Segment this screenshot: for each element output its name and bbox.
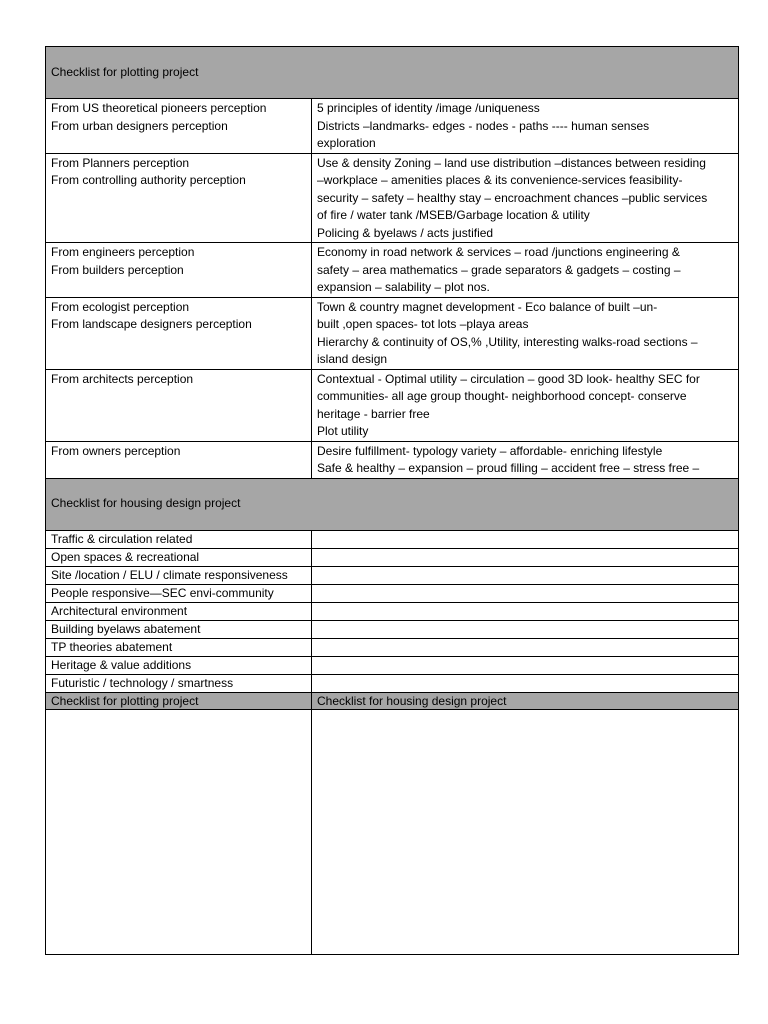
housing-checklist-item: Site /location / ELU / climate responsiveness — [46, 566, 312, 584]
plotting-section-title: Checklist for plotting project — [46, 47, 739, 99]
housing-checklist-item: Architectural environment — [46, 602, 312, 620]
perception-description-line: –workplace – amenities places & its convenience-services feasibility- — [317, 173, 683, 187]
perception-description-line: Safe & healthy – expansion – proud filling – accident free – stress free – — [317, 461, 700, 475]
perception-row — [46, 369, 739, 441]
perception-label-line: From US theoretical pioneers perception — [51, 101, 267, 115]
perception-description — [312, 99, 739, 154]
housing-checklist-item: Traffic & circulation related — [46, 530, 312, 548]
perception-label — [46, 441, 312, 478]
perception-label — [46, 99, 312, 154]
checklist-table — [45, 46, 739, 955]
housing-checklist-row — [46, 530, 739, 548]
perception-description — [312, 441, 739, 478]
summary-header-row — [46, 692, 739, 709]
housing-checklist-item: Open spaces & recreational — [46, 548, 312, 566]
perception-description — [312, 153, 739, 243]
housing-section-title: Checklist for housing design project — [46, 478, 739, 530]
perception-description-line: of fire / water tank /MSEB/Garbage location & utility — [317, 208, 590, 222]
housing-checklist-item: TP theories abatement — [46, 638, 312, 656]
housing-checklist-value — [312, 584, 739, 602]
perception-label-line: From urban designers perception — [51, 118, 228, 133]
summary-header-plotting: Checklist for plotting project — [46, 692, 312, 709]
perception-description-line: exploration — [317, 136, 376, 150]
perception-description-line: expansion – salability – plot nos. — [317, 280, 490, 294]
perception-row — [46, 99, 739, 154]
perception-description-line: security – safety – healthy stay – encroachment chances –public services — [317, 190, 708, 205]
perception-label — [46, 153, 312, 243]
perception-label-line: From ecologist perception — [51, 299, 190, 314]
summary-plotting-cell — [46, 709, 312, 954]
housing-checklist-item: People responsive—SEC envi-community — [46, 584, 312, 602]
housing-checklist-value — [312, 602, 739, 620]
housing-checklist-row — [46, 674, 739, 692]
perception-description-line: Use & density Zoning – land use distribution –distances between residing — [317, 155, 706, 170]
perception-description-line: Economy in road network & services – road /junctions engineering & — [317, 245, 680, 259]
perception-description — [312, 243, 739, 298]
housing-checklist-row — [46, 620, 739, 638]
perception-description — [312, 369, 739, 441]
housing-checklist-value — [312, 620, 739, 638]
perception-label — [46, 369, 312, 441]
housing-checklist-value — [312, 674, 739, 692]
housing-checklist-value — [312, 656, 739, 674]
perception-label-line: From controlling authority perception — [51, 173, 246, 187]
perception-description-line: Desire fulfillment- typology variety – affordable- enriching lifestyle — [317, 443, 663, 458]
summary-blank-row — [46, 709, 739, 954]
perception-label-line: From landscape designers perception — [51, 317, 252, 331]
housing-checklist-row — [46, 656, 739, 674]
perception-description — [312, 297, 739, 369]
perception-label-line: From builders perception — [51, 262, 184, 277]
perception-label-line: From owners perception — [51, 443, 181, 458]
housing-section-header — [46, 478, 739, 530]
perception-description-line: 5 principles of identity /image /uniqueness — [317, 101, 540, 115]
perception-description-line: island design — [317, 352, 388, 366]
perception-description-line: Plot utility — [317, 424, 369, 438]
housing-checklist-value — [312, 638, 739, 656]
housing-checklist-row — [46, 566, 739, 584]
housing-checklist-row — [46, 602, 739, 620]
perception-row — [46, 243, 739, 298]
perception-description-line: communities- all age group thought- neighborhood concept- conserve — [317, 389, 687, 403]
perception-row — [46, 441, 739, 478]
perception-label — [46, 297, 312, 369]
perception-description-line: safety – area mathematics – grade separators & gadgets – costing – — [317, 262, 681, 277]
summary-header-housing: Checklist for housing design project — [312, 692, 739, 709]
checklist-table-body — [46, 47, 739, 955]
perception-row — [46, 297, 739, 369]
summary-housing-cell — [312, 709, 739, 954]
perception-description-line: Contextual - Optimal utility – circulation – good 3D look- healthy SEC for — [317, 371, 700, 386]
perception-label-line: From architects perception — [51, 371, 194, 386]
housing-checklist-item: Building byelaws abatement — [46, 620, 312, 638]
housing-checklist-value — [312, 566, 739, 584]
housing-checklist-row — [46, 638, 739, 656]
housing-checklist-item: Heritage & value additions — [46, 656, 312, 674]
perception-description-line: Hierarchy & continuity of OS,% ,Utility, interesting walks-road sections – — [317, 334, 698, 349]
perception-description-line: built ,open spaces- tot lots –playa areas — [317, 317, 529, 331]
perception-label-line: From Planners perception — [51, 155, 190, 170]
plotting-section-header — [46, 47, 739, 99]
perception-row — [46, 153, 739, 243]
housing-checklist-row — [46, 548, 739, 566]
perception-description-line: heritage - barrier free — [317, 406, 430, 421]
perception-description-line: Policing & byelaws / acts justified — [317, 225, 494, 240]
housing-checklist-value — [312, 548, 739, 566]
housing-checklist-row — [46, 584, 739, 602]
perception-label-line: From engineers perception — [51, 245, 195, 259]
perception-label — [46, 243, 312, 298]
perception-description-line: Districts –landmarks- edges - nodes - paths ---- human senses — [317, 118, 650, 133]
housing-checklist-item: Futuristic / technology / smartness — [46, 674, 312, 692]
housing-checklist-value — [312, 530, 739, 548]
perception-description-line: Town & country magnet development - Eco balance of built –un- — [317, 299, 658, 314]
